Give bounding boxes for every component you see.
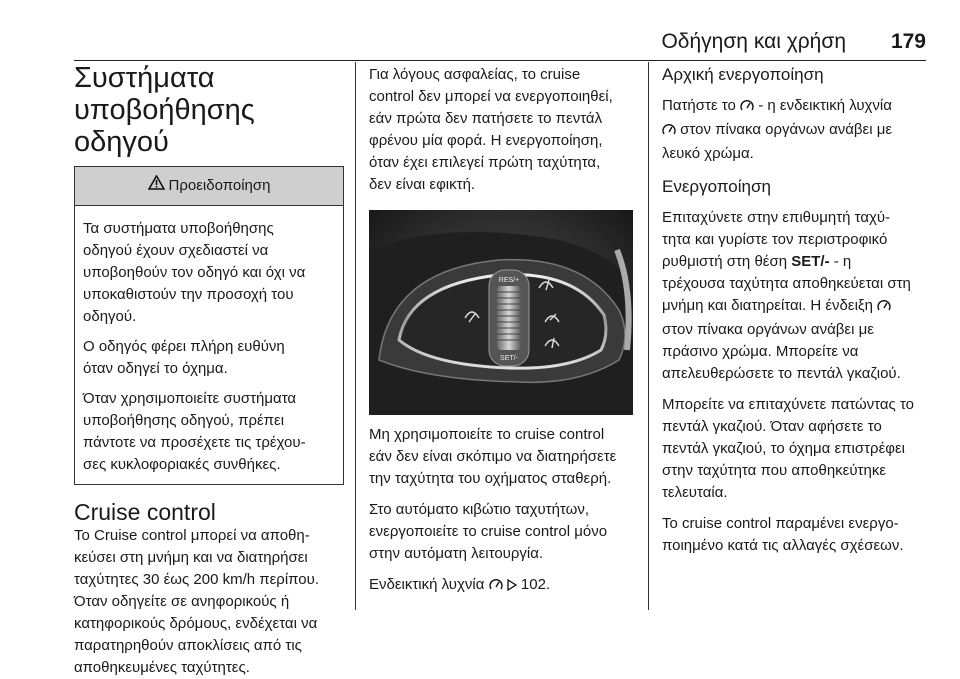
- text-line: Για λόγους ασφαλείας, το cruise: [369, 66, 581, 83]
- cruise-control-icon: [740, 97, 754, 119]
- text-line: κεύσει στη μνήμη και να διατηρήσει: [74, 549, 308, 566]
- automatic-gearbox-paragraph: [369, 499, 634, 565]
- usage-caution-paragraph: [369, 424, 634, 490]
- text-line: φρένου μία φορά. Η ενεργοποίηση,: [369, 132, 603, 149]
- column-divider-1: [355, 62, 356, 610]
- text-line: παρατηρηθούν αποκλίσεις από τις: [74, 637, 302, 654]
- text-line: control δεν μπορεί να ενεργοποιηθεί,: [369, 88, 613, 105]
- text-line: τρέχουσα ταχύτητα αποθηκεύεται στη: [662, 275, 911, 292]
- column-divider-2: [648, 62, 649, 610]
- cruise-control-icon: [489, 576, 503, 598]
- text-line: λευκό χρώμα.: [662, 145, 754, 162]
- text-fragment: - η ενδεικτική λυχνία: [758, 97, 892, 114]
- cruise-intro-paragraph: [74, 525, 346, 679]
- text-line: οδηγού.: [83, 308, 137, 325]
- text-line: υποβοήθησης οδηγού, πρέπει: [83, 412, 285, 429]
- text-line: ποιημένο κατά τις αλλαγές σχέσεων.: [662, 537, 904, 554]
- warning-header: [75, 167, 343, 206]
- warning-paragraph: [83, 336, 335, 380]
- text-line: εάν πρώτα δεν πατήσετε το πεντάλ: [369, 110, 603, 127]
- steering-wheel-controls-photo: [369, 210, 633, 415]
- text-fragment: Πατήστε το: [662, 97, 736, 114]
- text-fragment: στον πίνακα οργάνων ανάβει με: [680, 121, 893, 138]
- text-line: πάντοτε να προσέχετε τις τρέχου-: [83, 434, 306, 451]
- text-line: πράσινο χρώμα. Μπορείτε να: [662, 343, 859, 360]
- text-line: Επιταχύνετε στην επιθυμητή ταχύ-: [662, 209, 891, 226]
- text-line: Όταν οδηγείτε σε ανηφορικούς ή: [74, 593, 290, 610]
- res-label: RES/+: [498, 277, 520, 284]
- text-line: την ταχύτητα του οχήματος σταθερή.: [369, 470, 612, 487]
- text-line: απελευθερώσετε το πεντάλ γκαζιού.: [662, 365, 901, 382]
- text-line: οδηγού έχουν σχεδιαστεί να: [83, 242, 269, 259]
- text-line: Μπορείτε να επιταχύνετε πατώντας το: [662, 396, 915, 413]
- text-line: πεντάλ γκαζιού. Όταν αφήσετε το: [662, 418, 882, 435]
- initial-activation-heading: Αρχική ενεργοποίηση: [662, 65, 824, 84]
- safety-paragraph: [369, 64, 634, 196]
- text-line: υποβοηθούν τον οδηγό και όχι να: [83, 264, 306, 281]
- text-line: Μη χρησιμοποιείτε το cruise control: [369, 426, 605, 443]
- column-3: [662, 64, 932, 557]
- page-header: [0, 0, 960, 62]
- header-rule: [74, 60, 926, 61]
- warning-title: Προειδοποίηση: [168, 177, 271, 194]
- set-label: SET/-: [500, 355, 518, 362]
- text-line: Ο οδηγός φέρει πλήρη ευθύνη: [83, 338, 285, 355]
- text-line: σες κυκλοφοριακές συνθήκες.: [83, 456, 281, 473]
- page-number: 179: [890, 30, 926, 53]
- text-fragment: Ενδεικτική λυχνία: [369, 576, 485, 593]
- section-heading: [74, 62, 346, 158]
- text-line: τελευταία.: [662, 484, 728, 501]
- reference-arrow-icon: [507, 576, 517, 598]
- initial-activation-paragraph: [662, 95, 932, 165]
- text-line: στην αυτόματη λειτουργία.: [369, 545, 544, 562]
- text-line: αποθηκευμένες ταχύτητες.: [74, 659, 250, 676]
- text-line: εάν δεν είναι σκόπιμο να διατηρήσετε: [369, 448, 617, 465]
- cruise-control-heading: Cruise control: [74, 499, 216, 525]
- column-2: [369, 64, 634, 598]
- text-fragment: - η: [833, 253, 852, 270]
- text-line: στον πίνακα οργάνων ανάβει με: [662, 321, 874, 338]
- warning-paragraph: [83, 388, 335, 476]
- heading-line-2: υποβοήθησης οδηγού: [74, 94, 255, 158]
- text-line: ενεργοποιείτε το cruise control μόνο: [369, 523, 608, 540]
- text-line: δεν είναι εφικτή.: [369, 176, 476, 193]
- text-line: όταν έχει επιλεγεί πρώτη ταχύτητα,: [369, 154, 601, 171]
- indicator-reference: [369, 574, 634, 598]
- text-line: κατηφορικούς δρόμους, ενδέχεται να: [74, 615, 318, 632]
- text-line: όταν οδηγεί το όχημα.: [83, 360, 228, 377]
- text-line: τητα και γυρίστε τον περιστροφικό: [662, 231, 888, 248]
- warning-body: [75, 206, 343, 484]
- text-line: ταχύτητες 30 έως 200 km/h περίπου.: [74, 571, 320, 588]
- warning-icon: [148, 175, 165, 197]
- activation-heading: Ενεργοποίηση: [662, 177, 771, 196]
- gear-change-paragraph: [662, 513, 932, 557]
- cruise-control-icon: [662, 121, 676, 143]
- text-line: Στο αυτόματο κιβώτιο ταχυτήτων,: [369, 501, 590, 518]
- accelerate-paragraph: [662, 394, 932, 504]
- column-1: [74, 62, 346, 679]
- warning-paragraph: [83, 218, 335, 328]
- text-line: στην ταχύτητα που αποθηκεύτηκε: [662, 462, 887, 479]
- text-fragment: ρυθμιστή στη θέση: [662, 253, 788, 270]
- page-reference[interactable]: 102.: [520, 576, 551, 593]
- heading-line-1: Συστήματα: [74, 62, 215, 94]
- set-position-label: SET/-: [791, 253, 830, 270]
- text-line: Όταν χρησιμοποιείτε συστήματα: [83, 390, 297, 407]
- text-line: υποκαθιστούν την προσοχή του: [83, 286, 294, 303]
- text-line: Τα συστήματα υποβοήθησης: [83, 220, 274, 237]
- activation-paragraph: [662, 207, 932, 385]
- text-line: Το cruise control παραμένει ενεργο-: [662, 515, 899, 532]
- header-title: Οδήγηση και χρήση: [661, 30, 846, 53]
- text-line: Το Cruise control μπορεί να αποθη-: [74, 527, 310, 544]
- cruise-control-icon: [877, 297, 891, 319]
- text-fragment: μνήμη και διατηρείται. Η ένδειξη: [662, 297, 873, 314]
- warning-box: [74, 166, 344, 485]
- text-line: πεντάλ γκαζιού, το όχημα επιστρέφει: [662, 440, 906, 457]
